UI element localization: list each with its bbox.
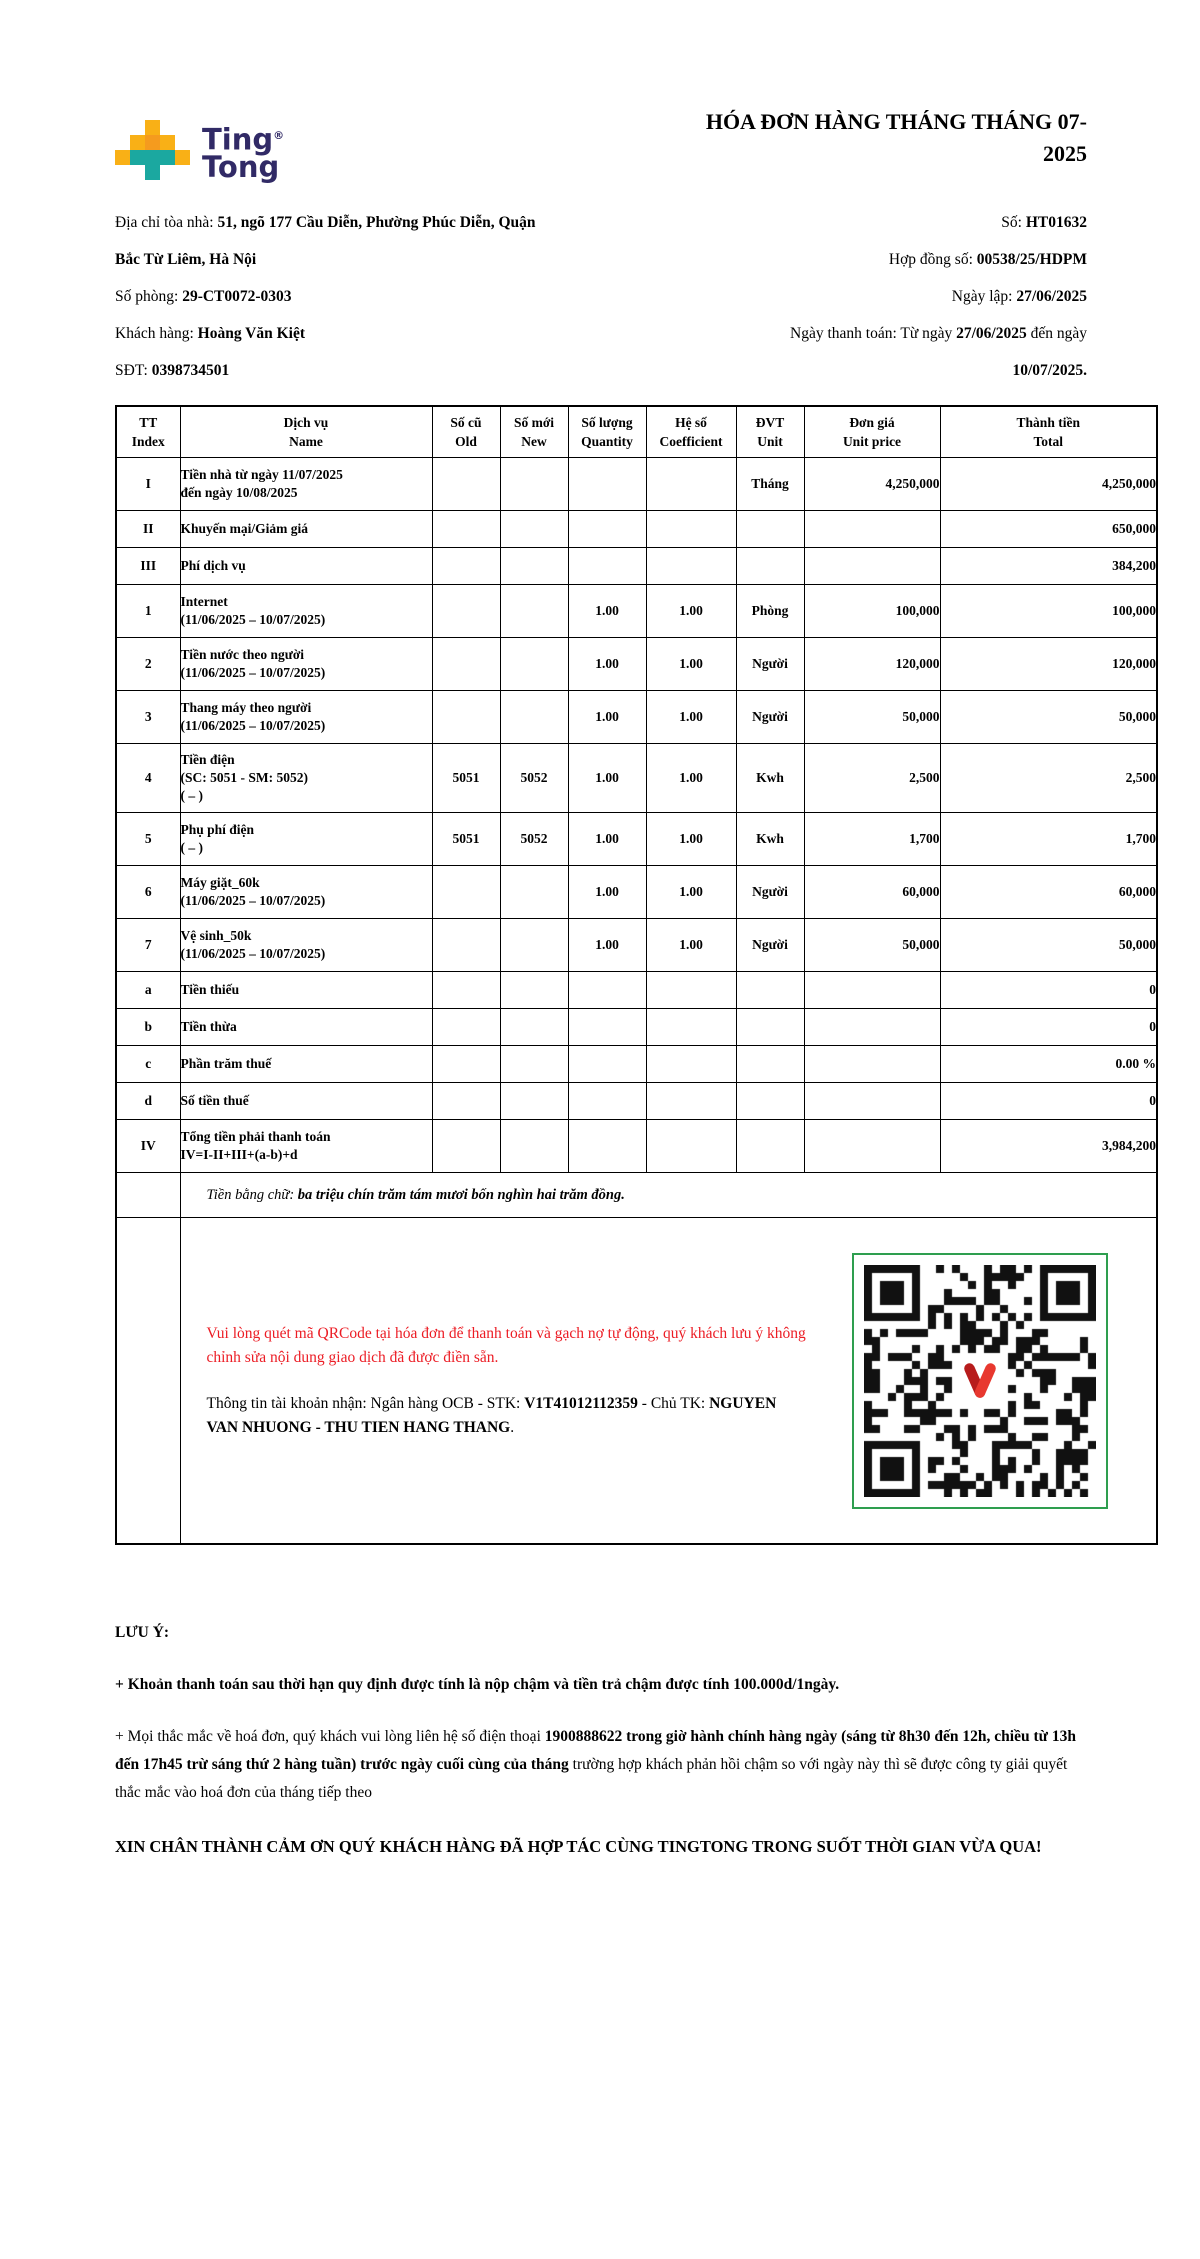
invoice-title-line1: HÓA ĐƠN HÀNG THÁNG THÁNG 07- xyxy=(705,109,1087,134)
column-header: Hệ số Coefficient xyxy=(646,406,736,458)
cell-unit-price xyxy=(804,548,940,585)
cell-coefficient xyxy=(646,972,736,1009)
cell-unit: Người xyxy=(736,638,804,691)
issue-date-line: Ngày lập: 27/06/2025 xyxy=(951,288,1087,305)
cell-new-reading xyxy=(500,972,568,1009)
cell-new-reading xyxy=(500,1009,568,1046)
cell-total: 60,000 xyxy=(940,866,1157,919)
logo-word-ting: Ting xyxy=(202,122,274,157)
cell-service-name: Máy giặt_60k (11/06/2025 – 10/07/2025) xyxy=(180,866,432,919)
late-payment-note: + Khoản thanh toán sau thời hạn quy định được tính là nộp chậm và tiền trả chậm được tính 100.000d/1ngày. xyxy=(115,1676,840,1693)
table-row xyxy=(116,1046,1157,1083)
table-row xyxy=(116,511,1157,548)
cell-service-name: Tiền thiếu xyxy=(180,972,432,1009)
tingtong-pixel-tree-icon xyxy=(115,120,190,182)
cell-unit: Tháng xyxy=(736,458,804,511)
cell-unit-price xyxy=(804,511,940,548)
contract-number-line: Hợp đồng số: 00538/25/HDPM xyxy=(888,251,1087,268)
cell-service-name: Khuyến mại/Giảm giá xyxy=(180,511,432,548)
cell-unit xyxy=(736,972,804,1009)
invoice-table xyxy=(115,405,1158,1545)
cell-old-reading xyxy=(432,585,500,638)
cell-unit-price xyxy=(804,972,940,1009)
notes-heading: LƯU Ý: xyxy=(115,1624,170,1641)
cell-unit-price: 120,000 xyxy=(804,638,940,691)
cell-total: 50,000 xyxy=(940,919,1157,972)
cell-quantity xyxy=(568,458,646,511)
invoice-title-line2: 2025 xyxy=(1043,141,1087,166)
cell-unit-price: 100,000 xyxy=(804,585,940,638)
cell-coefficient: 1.00 xyxy=(646,813,736,866)
cell-total: 384,200 xyxy=(940,548,1157,585)
cell-new-reading xyxy=(500,1046,568,1083)
cell-old-reading: 5051 xyxy=(432,813,500,866)
cell-index: 5 xyxy=(116,813,180,866)
table-row xyxy=(116,1083,1157,1120)
cell-quantity: 1.00 xyxy=(568,919,646,972)
column-header: Thành tiền Total xyxy=(940,406,1157,458)
column-header: TT Index xyxy=(116,406,180,458)
table-row xyxy=(116,1009,1157,1046)
cell-index: b xyxy=(116,1009,180,1046)
cell-unit: Kwh xyxy=(736,813,804,866)
cell-total: 0 xyxy=(940,1083,1157,1120)
cell-total: 120,000 xyxy=(940,638,1157,691)
cell-quantity xyxy=(568,548,646,585)
payment-period-line: Ngày thanh toán: Từ ngày 27/06/2025 đến ngày 10/07/2025. xyxy=(790,325,1087,379)
building-address-line2: Bắc Từ Liêm, Hà Nội xyxy=(115,251,257,268)
cell-unit-price: 1,700 xyxy=(804,813,940,866)
cell-new-reading xyxy=(500,511,568,548)
empty-index-cell xyxy=(116,1218,180,1545)
cell-unit: Người xyxy=(736,691,804,744)
table-row xyxy=(116,585,1157,638)
logo-word-tong: Tong xyxy=(202,149,280,184)
cell-total: 0.00 % xyxy=(940,1046,1157,1083)
cell-coefficient xyxy=(646,1083,736,1120)
cell-service-name: Tổng tiền phải thanh toán IV=I-II+III+(a-b)+d xyxy=(180,1120,432,1173)
cell-unit-price xyxy=(804,1120,940,1173)
cell-service-name: Phụ phí điện ( – ) xyxy=(180,813,432,866)
cell-quantity xyxy=(568,972,646,1009)
cell-new-reading xyxy=(500,585,568,638)
cell-unit xyxy=(736,1083,804,1120)
building-address-line: Địa chỉ tòa nhà: 51, ngõ 177 Cầu Diễn, Phường Phúc Diễn, Quận xyxy=(115,214,536,231)
cell-index: c xyxy=(116,1046,180,1083)
cell-coefficient xyxy=(646,1046,736,1083)
cell-unit: Kwh xyxy=(736,744,804,813)
cell-index: 1 xyxy=(116,585,180,638)
customer-name-line: Khách hàng: Hoàng Văn Kiệt xyxy=(115,325,306,342)
cell-index: 6 xyxy=(116,866,180,919)
cell-service-name: Vệ sinh_50k (11/06/2025 – 10/07/2025) xyxy=(180,919,432,972)
thank-you-note: XIN CHÂN THÀNH CẢM ƠN QUÝ KHÁCH HÀNG ĐÃ HỢP TÁC CÙNG TINGTONG TRONG SUỐT THỜI GIAN VỪA QUA! xyxy=(115,1837,1042,1856)
cell-total: 2,500 xyxy=(940,744,1157,813)
cell-service-name: Tiền nhà từ ngày 11/07/2025 đến ngày 10/08/2025 xyxy=(180,458,432,511)
cell-coefficient xyxy=(646,511,736,548)
column-header: Dịch vụ Name xyxy=(180,406,432,458)
cell-coefficient: 1.00 xyxy=(646,866,736,919)
cell-service-name: Thang máy theo người (11/06/2025 – 10/07/2025) xyxy=(180,691,432,744)
cell-total: 1,700 xyxy=(940,813,1157,866)
room-number-line: Số phòng: 29-CT0072-0303 xyxy=(115,288,292,305)
cell-new-reading xyxy=(500,866,568,919)
cell-index: III xyxy=(116,548,180,585)
cell-index: a xyxy=(116,972,180,1009)
cell-index: IV xyxy=(116,1120,180,1173)
column-header: ĐVT Unit xyxy=(736,406,804,458)
cell-coefficient xyxy=(646,1009,736,1046)
cell-new-reading xyxy=(500,638,568,691)
cell-new-reading: 5052 xyxy=(500,744,568,813)
logo-wordmark xyxy=(202,122,285,184)
cell-old-reading xyxy=(432,458,500,511)
amount-in-words-cell xyxy=(180,1173,1157,1218)
cell-unit-price: 60,000 xyxy=(804,866,940,919)
column-header: Số cũ Old xyxy=(432,406,500,458)
cell-old-reading xyxy=(432,1009,500,1046)
header-row xyxy=(116,406,1157,458)
cell-unit-price: 2,500 xyxy=(804,744,940,813)
table-row xyxy=(116,458,1157,511)
cell-quantity xyxy=(568,1009,646,1046)
cell-old-reading xyxy=(432,548,500,585)
cell-index: 3 xyxy=(116,691,180,744)
cell-unit-price: 4,250,000 xyxy=(804,458,940,511)
cell-unit xyxy=(736,1009,804,1046)
cell-service-name: Số tiền thuế xyxy=(180,1083,432,1120)
qr-row xyxy=(116,1218,1157,1545)
invoice-table-body xyxy=(116,458,1157,1173)
cell-new-reading xyxy=(500,458,568,511)
cell-index: 4 xyxy=(116,744,180,813)
cell-old-reading xyxy=(432,919,500,972)
cell-index: I xyxy=(116,458,180,511)
cell-service-name: Phần trăm thuế xyxy=(180,1046,432,1083)
cell-unit-price xyxy=(804,1046,940,1083)
invoice-table-header xyxy=(116,406,1157,458)
cell-unit-price: 50,000 xyxy=(804,691,940,744)
registered-mark: ® xyxy=(273,129,285,142)
cell-quantity xyxy=(568,1046,646,1083)
cell-total: 100,000 xyxy=(940,585,1157,638)
cell-coefficient: 1.00 xyxy=(646,744,736,813)
empty-index-cell xyxy=(116,1173,180,1218)
cell-quantity xyxy=(568,1120,646,1173)
cell-new-reading xyxy=(500,919,568,972)
cell-coefficient xyxy=(646,548,736,585)
cell-total: 4,250,000 xyxy=(940,458,1157,511)
hotline-note: + Mọi thắc mắc về hoá đơn, quý khách vui lòng liên hệ số điện thoại 1900888622 trong giờ hành chính hàng ngày (sáng từ 8h30 đến 12h, chiều từ 13h đến 17h45 trừ sáng thứ 2 hàng tuần) trước ngày cuối cùng của tháng trường hợp khách phản hồi chậm so với ngày này thì sẽ được công ty giải quyết thắc mắc vào hoá đơn của tháng tiếp theo xyxy=(115,1728,1076,1801)
invoice-table-footer xyxy=(116,1173,1157,1545)
table-row xyxy=(116,919,1157,972)
amount-in-words-value: ba triệu chín trăm tám mươi bốn nghìn hai trăm đồng. xyxy=(297,1186,625,1203)
invoice-info xyxy=(115,204,1087,389)
cell-service-name: Tiền thừa xyxy=(180,1009,432,1046)
qr-payment-cell xyxy=(180,1218,1157,1545)
cell-new-reading xyxy=(500,548,568,585)
qr-code xyxy=(852,1253,1108,1509)
amount-in-words-row xyxy=(116,1173,1157,1218)
cell-coefficient: 1.00 xyxy=(646,919,736,972)
invoice-title xyxy=(706,106,1087,170)
cell-total: 650,000 xyxy=(940,511,1157,548)
column-header: Số mới New xyxy=(500,406,568,458)
cell-service-name: Internet (11/06/2025 – 10/07/2025) xyxy=(180,585,432,638)
table-row xyxy=(116,972,1157,1009)
cell-index: d xyxy=(116,1083,180,1120)
qr-red-note: Vui lòng quét mã QRCode tại hóa đơn để thanh toán và gạch nợ tự động, quý khách lưu ý không chỉnh sửa nội dung giao dịch đã được điền sẵn. xyxy=(206,1324,806,1366)
cell-old-reading xyxy=(432,866,500,919)
cell-quantity: 1.00 xyxy=(568,813,646,866)
cell-unit: Người xyxy=(736,919,804,972)
cell-unit: Phòng xyxy=(736,585,804,638)
cell-unit xyxy=(736,1120,804,1173)
invoice-number-line: Số: HT01632 xyxy=(1001,214,1087,231)
cell-index: 7 xyxy=(116,919,180,972)
cell-quantity: 1.00 xyxy=(568,744,646,813)
cell-quantity xyxy=(568,511,646,548)
cell-old-reading xyxy=(432,1120,500,1173)
cell-service-name: Phí dịch vụ xyxy=(180,548,432,585)
cell-old-reading xyxy=(432,691,500,744)
vietqr-heart-v-icon xyxy=(957,1358,1003,1404)
cell-coefficient xyxy=(646,458,736,511)
footer-notes xyxy=(115,1619,1087,1862)
cell-service-name: Tiền điện (SC: 5051 - SM: 5052) ( – ) xyxy=(180,744,432,813)
cell-new-reading xyxy=(500,691,568,744)
table-row xyxy=(116,813,1157,866)
cell-coefficient: 1.00 xyxy=(646,585,736,638)
header xyxy=(0,0,1200,182)
cell-total: 0 xyxy=(940,972,1157,1009)
table-row xyxy=(116,548,1157,585)
cell-unit xyxy=(736,511,804,548)
cell-index: II xyxy=(116,511,180,548)
cell-new-reading xyxy=(500,1083,568,1120)
cell-quantity: 1.00 xyxy=(568,691,646,744)
cell-quantity: 1.00 xyxy=(568,866,646,919)
column-header: Số lượng Quantity xyxy=(568,406,646,458)
cell-total: 50,000 xyxy=(940,691,1157,744)
amount-in-words-label: Tiền bằng chữ: xyxy=(206,1186,298,1203)
cell-unit-price xyxy=(804,1009,940,1046)
bank-account-info: Thông tin tài khoản nhận: Ngân hàng OCB - STK: V1T41012112359 - Chủ TK: NGUYEN VAN NHUONG - THU TIEN HANG THANG. xyxy=(206,1394,777,1436)
cell-total: 3,984,200 xyxy=(940,1120,1157,1173)
table-row xyxy=(116,1120,1157,1173)
cell-coefficient: 1.00 xyxy=(646,638,736,691)
table-row xyxy=(116,866,1157,919)
cell-old-reading xyxy=(432,1046,500,1083)
info-right-column xyxy=(715,204,1087,389)
cell-new-reading: 5052 xyxy=(500,813,568,866)
cell-old-reading xyxy=(432,638,500,691)
cell-old-reading: 5051 xyxy=(432,744,500,813)
cell-unit xyxy=(736,548,804,585)
cell-service-name: Tiền nước theo người (11/06/2025 – 10/07/2025) xyxy=(180,638,432,691)
table-row xyxy=(116,638,1157,691)
cell-old-reading xyxy=(432,1083,500,1120)
table-row xyxy=(116,691,1157,744)
cell-unit-price: 50,000 xyxy=(804,919,940,972)
cell-unit-price xyxy=(804,1083,940,1120)
cell-old-reading xyxy=(432,511,500,548)
cell-quantity: 1.00 xyxy=(568,638,646,691)
cell-old-reading xyxy=(432,972,500,1009)
column-header: Đơn giá Unit price xyxy=(804,406,940,458)
cell-quantity: 1.00 xyxy=(568,585,646,638)
cell-unit: Người xyxy=(736,866,804,919)
cell-index: 2 xyxy=(116,638,180,691)
cell-quantity xyxy=(568,1083,646,1120)
cell-new-reading xyxy=(500,1120,568,1173)
table-row xyxy=(116,744,1157,813)
qr-instructions xyxy=(207,1322,807,1440)
cell-coefficient xyxy=(646,1120,736,1173)
tingtong-logo xyxy=(115,120,284,182)
cell-total: 0 xyxy=(940,1009,1157,1046)
cell-coefficient: 1.00 xyxy=(646,691,736,744)
cell-unit xyxy=(736,1046,804,1083)
phone-line: SĐT: 0398734501 xyxy=(115,362,230,379)
info-left-column xyxy=(115,204,715,389)
